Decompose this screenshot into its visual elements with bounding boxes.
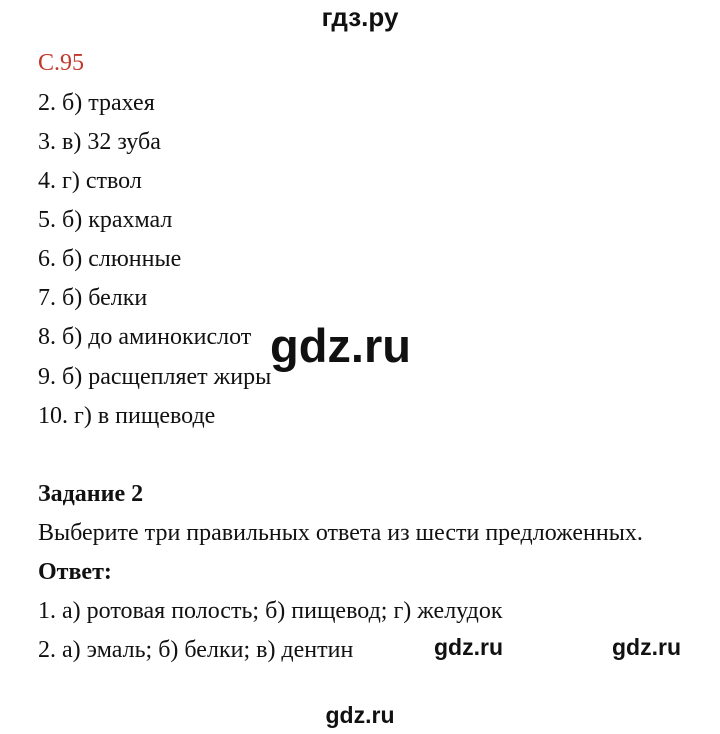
answer-line: 2. б) трахея xyxy=(38,90,155,116)
task-heading: Задание 2 xyxy=(38,481,144,507)
answer-line: 5. б) крахмал xyxy=(38,207,173,233)
watermark-center: gdz.ru xyxy=(270,319,411,372)
answer-line: 4. г) ствол xyxy=(38,168,142,194)
answer-line: 9. б) расщепляет жиры xyxy=(38,364,272,390)
task-instruction: Выберите три правильных ответа из шести предложенных. xyxy=(38,520,643,546)
answer-line: 8. б) до аминокислот xyxy=(38,324,252,350)
page-reference: С.95 xyxy=(38,50,85,76)
answer-line: 6. б) слюнные xyxy=(38,246,182,272)
answer-line: 3. в) 32 зуба xyxy=(38,129,161,155)
task-answer-line: 2. а) эмаль; б) белки; в) дентин xyxy=(38,637,354,663)
answer-line: 7. б) белки xyxy=(38,285,148,311)
watermark-top: гдз.ру xyxy=(321,2,399,32)
watermark-middle-right: gdz.ru xyxy=(612,634,681,660)
watermark-middle-left: gdz.ru xyxy=(434,634,503,660)
task-answer-line: 1. а) ротовая полость; б) пищевод; г) желудок xyxy=(38,598,503,624)
answer-label: Ответ: xyxy=(38,559,112,585)
answer-line: 10. г) в пищеводе xyxy=(38,403,216,429)
watermark-bottom: gdz.ru xyxy=(325,702,395,728)
